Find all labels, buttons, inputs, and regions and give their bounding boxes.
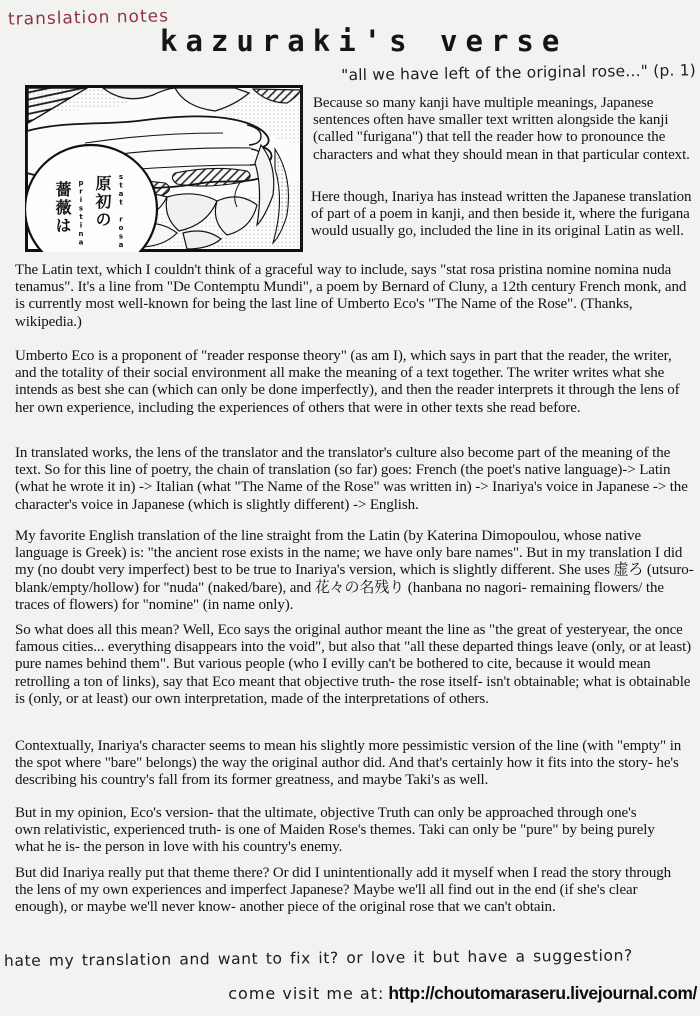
journal-url-link[interactable]: http://choutomaraseru.livejournal.com/ xyxy=(388,983,697,1003)
body-paragraph-meaning: So what does all this mean? Well, Eco says the original author meant the line as "the great of yesteryear, the once famous cities... everything disappears into the void", but also that "all these departed things leave (only, or at least) pure names behind them". But various people (who I evilly can't be bothered to cite, because it would mean retrolling a ton of links), say that Eco meant that objective truth- the rose itself- isn't obtainable; what is obtainable is (only, or at least) our own interpretation, made of the interpretations of others. xyxy=(15,622,692,707)
body-paragraph-contextually: Contextually, Inariya's character seems to mean his slightly more pessimistic version of the line (with "empty" in the spot where "bare" belongs) the way the original author did. And that's certainly how it fits into the story- he's describing his country's fall from its former greatness, and maybe Taki's as well. xyxy=(15,738,682,789)
body-paragraph-furigana: Because so many kanji have multiple meanings, Japanese sentences often have smaller text written alongside the kanji (called "furigana") that tell the reader how to pronounce the characters and what they should mean in that particular context. xyxy=(313,95,690,163)
footer-visit-prefix: come visit me at: xyxy=(228,984,385,1003)
body-paragraph-favorite: My favorite English translation of the line straight from the Latin (by Katerina Dimopoulou, whose native language is Greek) is: "the ancient rose exists in the name; we have only bare names". But in my translation I did my (no doubt very imperfect) best to be true to Inariya's version, which is slightly different. She uses 虚ろ (utsuro- blank/empty/hollow) for "nuda" (naked/bare), and 花々の名残り (hanbana no nagori- remaining flowers/ the traces of flowers) for "nomine" (in name only). xyxy=(15,528,694,613)
body-paragraph-translated: In translated works, the lens of the translator and the translator's culture also become part of the meaning of the text. So for this line of poetry, the chain of translation (so far) goes: French (the poet's native language)-> Latin (what he wrote it in) -> Italian (what "The Name of the Rose" was written in) -> Inariya's voice in Japanese -> the character's voice in Japanese (which is slightly different) -> English. xyxy=(15,445,688,513)
footer-question: hate my translation and want to fix it? or love it but have a suggestion? xyxy=(3,946,633,971)
bubble-furigana-latin-2: pristina xyxy=(77,179,85,247)
bubble-furigana-latin-1: stat rosa xyxy=(117,173,125,250)
body-paragraph-latin-text: The Latin text, which I couldn't think of a graceful way to include, says "stat rosa pristina nomine nomina nuda tenamus". It's a line from "De Contemptu Mundi", a poem by Bernard of Cluny, a 12th century French monk, and is currently most well-known for being the last line of Umberto Eco's "The Name of the Rose". (Thanks, wikipedia.) xyxy=(15,262,687,330)
bubble-kanji-1: 原初の xyxy=(93,175,112,229)
page-title: kazuraki's verse xyxy=(160,23,568,59)
corner-label: translation notes xyxy=(7,6,170,30)
page-subtitle: "all we have left of the original rose..." (p. 1) xyxy=(341,61,697,85)
body-paragraph-conclusion: But did Inariya really put that theme there? Or did I unintentionally add it myself when I read the story through the lens of my own experiences and imperfect Japanese? Maybe we'll all find out in the end (if she's clear enough), or maybe we'll never know- another piece of the original rose that we can't obtain. xyxy=(15,865,672,916)
manga-panel-image xyxy=(25,85,303,252)
footer-visit-line xyxy=(0,983,697,1004)
body-paragraph-umberto-eco: Umberto Eco is a proponent of "reader response theory" (as am I), which says in part that the reader, the writer, and the totality of their social environment all make the meaning of a text together. The writer writes what she intends as best she can (which can only be done imperfectly), and then the reader interprets it through the lens of her own experience, including the experiences of others that were in other texts she read before. xyxy=(15,348,680,416)
body-paragraph-opinion: But in my opinion, Eco's version- that the ultimate, objective Truth can only be approached through one's own relativistic, experienced truth- is one of Maiden Rose's themes. Taki can only be "pure" by being purely what he is- the person in love with his country's enemy. xyxy=(15,805,655,856)
bubble-kanji-2: 薔薇は xyxy=(53,181,72,235)
body-paragraph-here-though: Here though, Inariya has instead written the Japanese translation of part of a poem in kanji, and then beside it, where the furigana would usually go, included the line in its original Latin as well. xyxy=(311,189,692,240)
